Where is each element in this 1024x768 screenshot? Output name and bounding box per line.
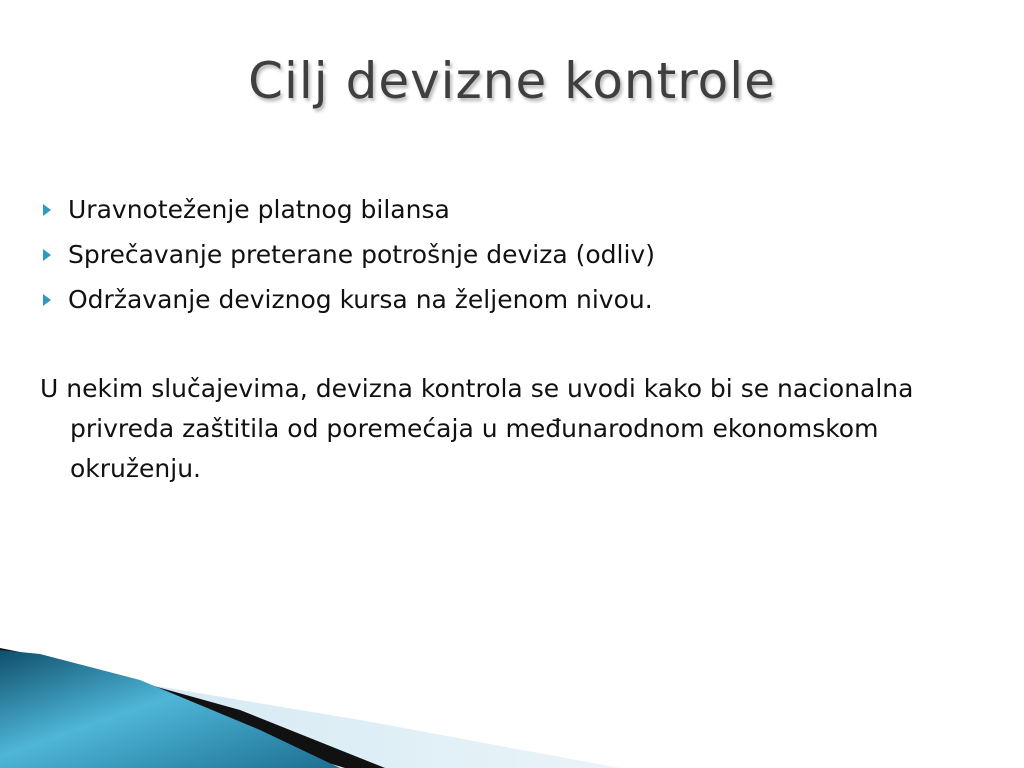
- slide-title: Cilj devizne kontrole: [248, 52, 776, 110]
- bullet-text: Sprečavanje preterane potrošnje deviza (odliv): [68, 240, 655, 269]
- triangle-bullet-icon: [43, 294, 51, 306]
- bullet-item: [40, 237, 655, 282]
- bullet-item: [40, 192, 655, 237]
- triangle-bullet-icon: [43, 249, 51, 261]
- bullet-item: [40, 282, 655, 327]
- bullet-text: Održavanje deviznog kursa na željenom nivou.: [68, 285, 653, 314]
- body-paragraph: U nekim slučajevima, devizna kontrola se uvodi kako bi se nacionalna privreda zaštitila od poremećaja u međunarodnom ekonomskom okruženju.: [40, 374, 914, 483]
- bullet-text: Uravnoteženje platnog bilansa: [68, 195, 450, 224]
- triangle-bullet-icon: [43, 204, 51, 216]
- bullet-list: [40, 192, 655, 327]
- corner-wave-decoration: [0, 620, 1024, 768]
